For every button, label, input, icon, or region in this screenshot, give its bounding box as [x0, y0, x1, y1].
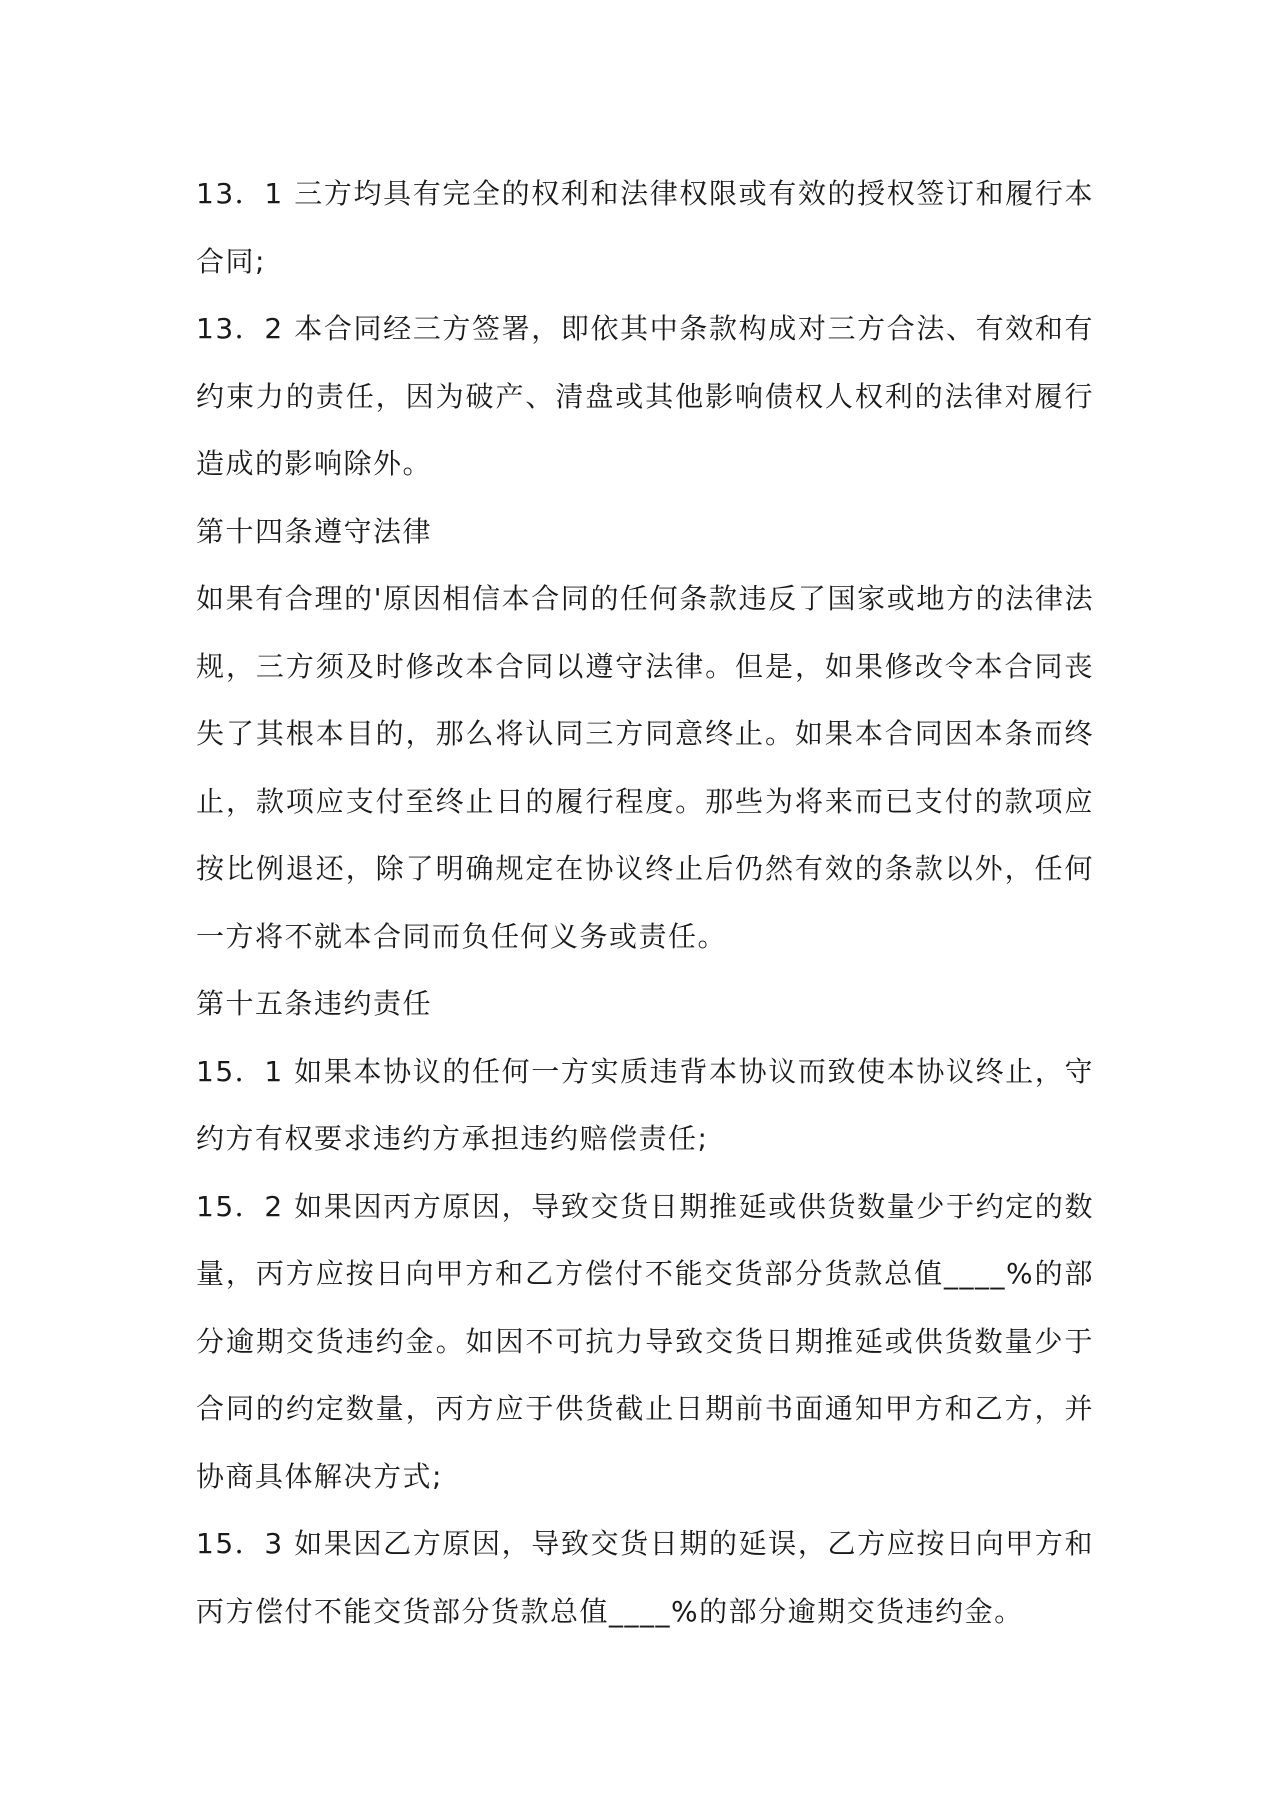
article-14-body: 如果有合理的'原因相信本合同的任何条款违反了国家或地方的法律法规，三方须及时修改本合同以遵守法律。但是，如果修改令本合同丧失了其根本目的，那么将认同三方同意终止。如果本合同因本条而终止，款项应支付至终止日的履行程度。那些为将来而已支付的款项应按比例退还，除了明确规定在协议终止后仍然有效的条款以外，任何一方将不就本合同而负任何义务或责任。 [196, 582, 1094, 953]
document-body [196, 160, 1094, 1645]
article-14-heading: 第十四条遵守法律 [196, 514, 433, 548]
clause-13-1: 13．1 三方均具有完全的权利和法律权限或有效的授权签订和履行本合同; [196, 177, 1094, 278]
clause-15-2: 15．2 如果因丙方原因，导致交货日期推延或供货数量少于约定的数量，丙方应按日向甲方和乙方偿付不能交货部分货款总值____%的部分逾期交货违约金。如因不可抗力导致交货日期推延或供货数量少于合同的约定数量，丙方应于供货截止日期前书面通知甲方和乙方，并协商具体解决方式; [196, 1189, 1094, 1493]
clause-15-1: 15．1 如果本协议的任何一方实质违背本协议而致使本协议终止，守约方有权要求违约方承担违约赔偿责任; [196, 1054, 1094, 1155]
clause-15-3: 15．3 如果因乙方原因，导致交货日期的延误，乙方应按日向甲方和丙方偿付不能交货部分货款总值____%的部分逾期交货违约金。 [196, 1527, 1094, 1628]
article-15-heading: 第十五条违约责任 [196, 987, 433, 1020]
clause-13-2: 13．2 本合同经三方签署，即依其中条款构成对三方合法、有效和有约束力的责任，因为破产、清盘或其他影响债权人权利的法律对履行造成的影响除外。 [196, 312, 1094, 480]
